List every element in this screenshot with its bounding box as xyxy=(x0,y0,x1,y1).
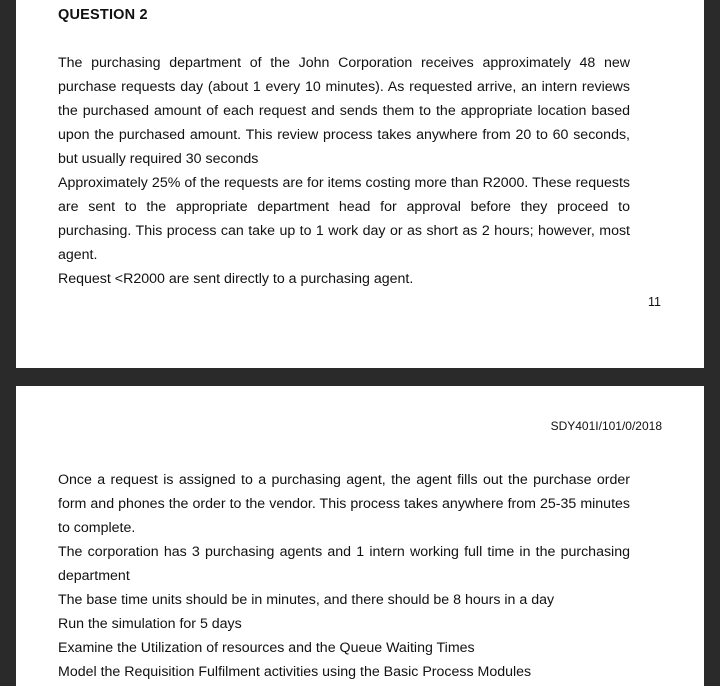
paragraph-agent-process: Once a request is assigned to a purchasing agent, the agent fills out the purchase order form and phones the order to the vendor. This process takes anywhere from 25-35 minutes to complete. xyxy=(58,472,630,536)
paragraph-direct-to-agent: Request <R2000 are sent directly to a purchasing agent. xyxy=(58,271,414,287)
paragraph-approval: Approximately 25% of the requests are for items costing more than R2000. These requests are sent to the appropriate department head for approval before they proceed to purchasing. This process can take up to 1 work day or as short as 2 hours; however, most agent. xyxy=(58,175,630,263)
paragraph-purchase-requests: The purchasing department of the John Corporation receives approximately 48 new purchase requests day (about 1 every 10 minutes). As requested arrive, an intern reviews the purchased amount of each request and sends them to the appropriate location based upon the purchased amount. This review process takes anywhere from 20 to 60 seconds, but usually required 30 seconds xyxy=(58,55,630,167)
question-body-bottom xyxy=(58,468,630,684)
question-body-top xyxy=(58,51,630,291)
document-code: SDY401I/101/0/2018 xyxy=(550,419,662,433)
paragraph-time-units: The base time units should be in minutes, and there should be 8 hours in a day xyxy=(58,592,555,608)
document-page-top xyxy=(16,0,704,368)
question-heading: QUESTION 2 xyxy=(58,7,148,23)
document-page-bottom xyxy=(16,386,704,686)
paragraph-run-duration: Run the simulation for 5 days xyxy=(58,616,242,632)
page-number: 11 xyxy=(648,295,661,309)
paragraph-examine: Examine the Utilization of resources and the Queue Waiting Times xyxy=(58,640,475,656)
paragraph-model: Model the Requisition Fulfilment activities using the Basic Process Modules xyxy=(58,664,532,680)
paragraph-staff: The corporation has 3 purchasing agents and 1 intern working full time in the purchasing department xyxy=(58,544,630,584)
